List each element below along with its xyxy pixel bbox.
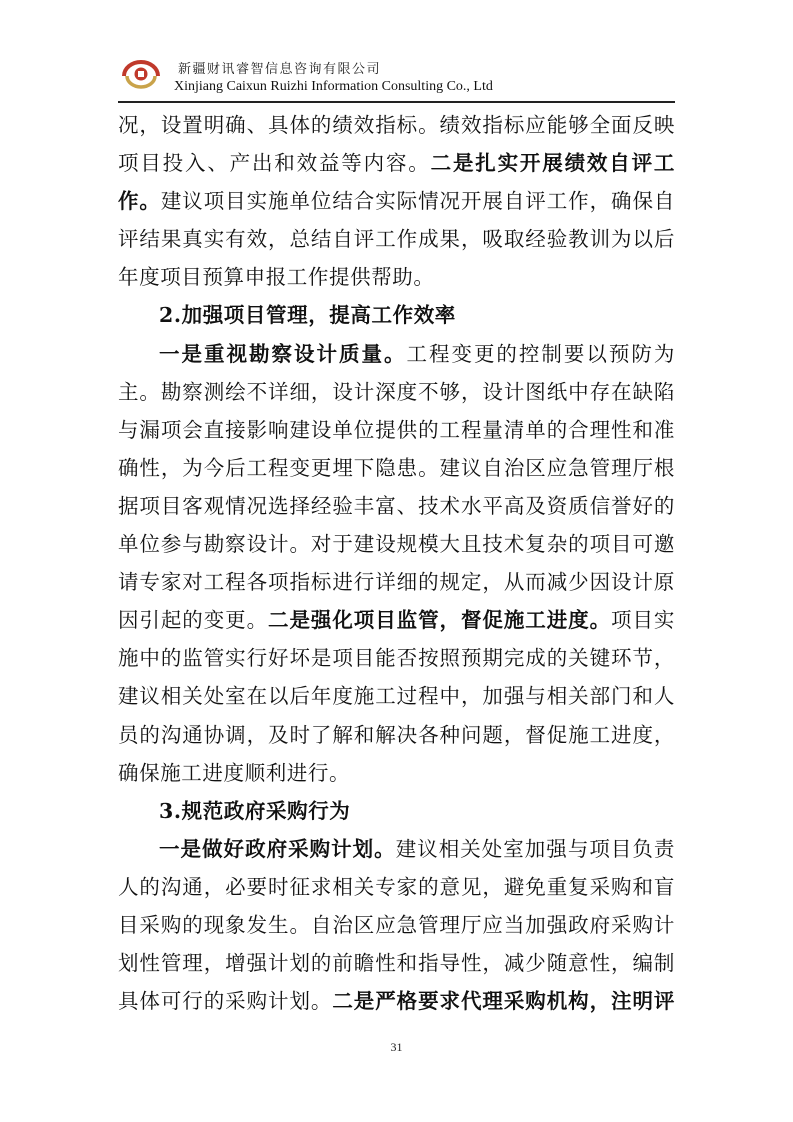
paragraph-text: 建议相关处室加强与项目负责人的沟通，必要时征求相关专家的意见，避免重复采购和盲目采购的现象发生。自治区应急管理厅应当加强政府采购计划性管理，增强计划的前瞻性和指导性，减少随意性，编制具体可行的采购计划。 [118, 836, 675, 1014]
paragraph-emphasis: 一是做好政府采购计划。 [159, 836, 396, 861]
company-name-cn: 新疆财讯睿智信息咨询有限公司 [178, 62, 382, 77]
header-divider [118, 101, 675, 103]
paragraph-emphasis: 二是严格要求代理采购机构，注明评 [332, 989, 675, 1014]
page-number: 31 [390, 1040, 403, 1054]
section-heading-project-management: 2.加强项目管理，提高工作效率 [159, 303, 456, 328]
paragraph-performance [118, 106, 675, 296]
paragraph-text: 工程变更的控制要以预防为主。勘察测绘不详细，设计深度不够，设计图纸中存在缺陷与漏项会直接影响建设单位提供的工程量清单的合理性和准确性，为今后工程变更埋下隐患。建议自治区应急管理厅根据项目客观情况选择经验丰富、技术水平高及资质信誉好的单位参与勘察设计。对于建设规模大且技术复杂的项目可邀请专家对工程各项指标进行详细的规定，从而减少因设计原因引起的变更。 [118, 341, 675, 633]
section-heading-procurement: 3.规范政府采购行为 [159, 798, 351, 823]
document-body [118, 106, 675, 1020]
paragraph-project-management [118, 335, 675, 792]
page-header [118, 52, 678, 104]
paragraph-emphasis: 二是扎实开展绩效自评工作。 [118, 151, 675, 214]
paragraph-procurement [118, 830, 675, 1020]
company-name-en: Xinjiang Caixun Ruizhi Information Consulting Co., Ltd [174, 79, 493, 94]
paragraph-emphasis: 二是强化项目监管，督促施工进度。 [268, 608, 612, 633]
paragraph-text: 建议项目实施单位结合实际情况开展自评工作，确保自评结果真实有效，总结自评工作成果，吸取经验教训为以后年度项目预算申报工作提供帮助。 [118, 189, 675, 290]
paragraph-text: 项目实施中的监管实行好坏是项目能否按照预期完成的关键环节，建议相关处室在以后年度施工过程中，加强与相关部门和人员的沟通协调，及时了解和解决各种问题，督促施工进度，确保施工进度顺利进行。 [118, 608, 675, 785]
paragraph-text: 况，设置明确、具体的绩效指标。绩效指标应能够全面反映项目投入、产出和效益等内容。 [118, 113, 675, 176]
company-logo-icon [118, 56, 164, 92]
paragraph-emphasis: 一是重视勘察设计质量。 [159, 341, 407, 366]
